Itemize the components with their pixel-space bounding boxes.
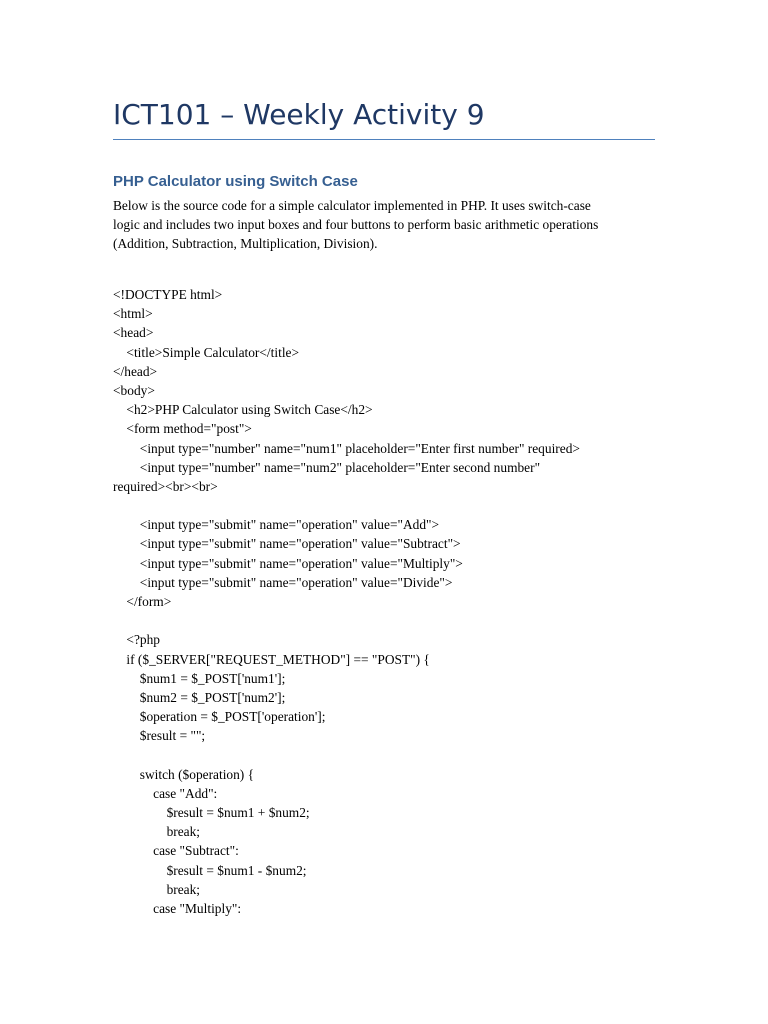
code-line: <h2>PHP Calculator using Switch Case</h2> [113,402,373,418]
code-line: </form> [113,594,172,609]
code-line: <input type="number" name="num2" placeholder="Enter second number" [113,459,541,475]
section-heading: PHP Calculator using Switch Case [113,173,358,190]
code-line: <form method="post"> [113,421,252,437]
code-line: <!DOCTYPE html> [113,287,223,302]
code-listing [113,285,673,918]
code-line: <body> [113,382,155,398]
intro-paragraph [113,196,655,254]
code-line: $result = ""; [113,728,206,744]
code-line: </head> [113,363,158,379]
code-line: break; [113,824,201,840]
code-line: <input type="submit" name="operation" value="Add"> [113,517,440,533]
code-line: switch ($operation) { [113,766,255,782]
code-line: required><br><br> [113,478,218,494]
code-line [113,496,673,515]
title-divider [113,139,655,140]
code-line: <input type="submit" name="operation" value="Subtract"> [113,536,461,552]
code-line: $num1 = $_POST['num1']; [113,670,286,686]
code-line: <input type="number" name="num1" placeholder="Enter first number" required> [113,440,580,456]
code-line: case "Add": [113,785,218,801]
code-line: case "Multiply": [113,901,242,916]
code-line: <title>Simple Calculator</title> [113,344,300,360]
code-line: <html> [113,306,153,322]
code-line: <input type="submit" name="operation" value="Divide"> [113,574,453,590]
document-title: ICT101 – Weekly Activity 9 [113,98,485,131]
code-line: <input type="submit" name="operation" value="Multiply"> [113,555,463,571]
intro-line: (Addition, Subtraction, Multiplication, Division). [113,236,378,252]
code-line [113,611,673,630]
code-line: <?php [113,632,160,648]
code-line: case "Subtract": [113,843,239,859]
intro-line: logic and includes two input boxes and four buttons to perform basic arithmetic operations [113,217,599,233]
code-line: if ($_SERVER["REQUEST_METHOD"] == "POST") { [113,651,430,667]
code-line: $result = $num1 + $num2; [113,805,310,821]
code-line: $result = $num1 - $num2; [113,862,307,878]
code-line: $num2 = $_POST['num2']; [113,689,286,705]
code-line [113,746,673,765]
code-line: <head> [113,325,154,341]
intro-line: Below is the source code for a simple calculator implemented in PHP. It uses switch-case [113,198,591,213]
code-line: break; [113,881,201,897]
code-line: $operation = $_POST['operation']; [113,709,326,725]
